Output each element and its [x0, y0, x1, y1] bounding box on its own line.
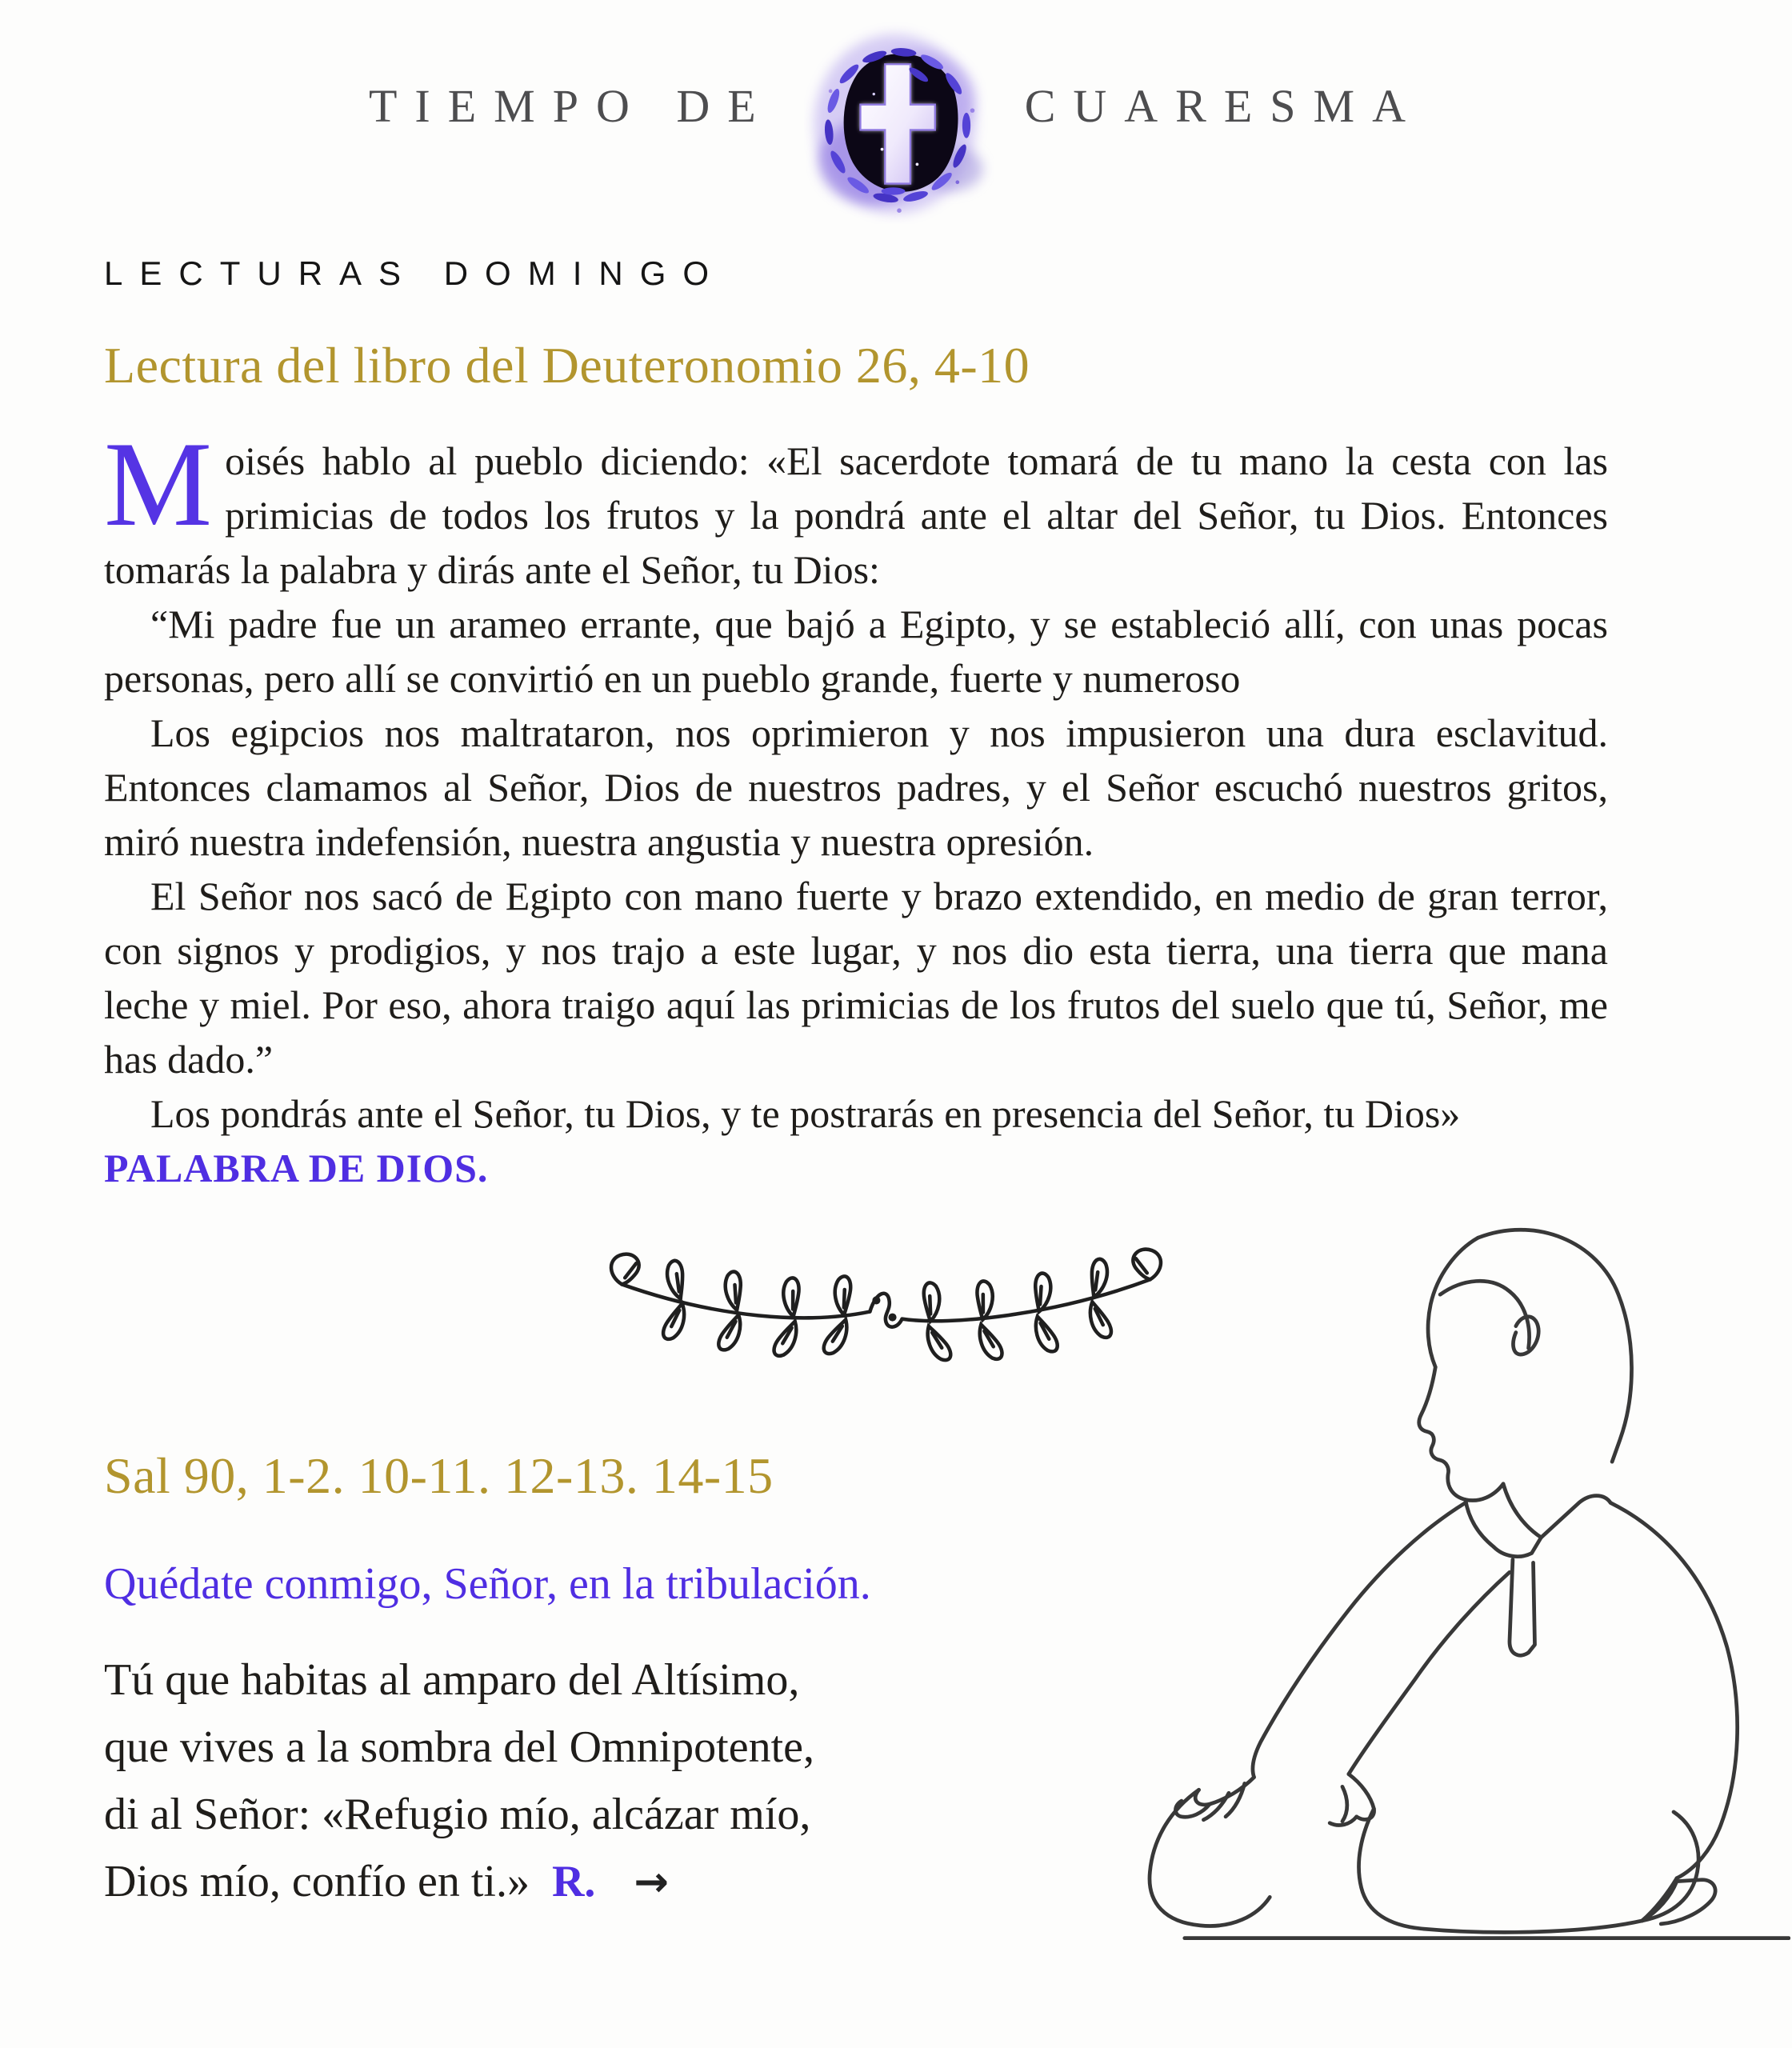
reading-paragraph: Los egipcios nos maltrataron, nos oprimieron y nos impusieron una dura esclavitud. Entonces clamamos al Señor, Dios de nuestros padres, y el Señor escuchó nuestros gritos, miró nuestra indefensión, nuestra angustia y nuestra opresión. — [104, 710, 1608, 864]
reading-paragraph: “Mi padre fue un arameo errante, que bajó a Egipto, y se estableció allí, con unas pocas personas, pero allí se convirtió en un pueblo grande, fuerte y numeroso — [104, 602, 1608, 701]
reading-paragraph: El Señor nos sacó de Egipto con mano fuerte y brazo extendido, en medio de gran terror, con signos y prodigios, y nos trajo a este lugar, y nos dio esta tierra, una tierra que mana leche y miel. Por eso, ahora traigo aquí las primicias de los frutos del suelo que tú, Señor, me has dado.” — [104, 874, 1608, 1082]
verse-line — [104, 1848, 814, 1916]
section-label: LECTURAS DOMINGO — [104, 254, 726, 292]
reading-title: Lectura del libro del Deuteronomio 26, 4-10 — [104, 337, 1030, 394]
kneeling-man-line-art — [1112, 1194, 1790, 2030]
season-title-right: CUARESMA — [1024, 79, 1423, 132]
verse-line: di al Señor: «Refugio mío, alcázar mío, — [104, 1790, 811, 1839]
psalm-title: Sal 90, 1-2. 10-11. 12-13. 14-15 — [104, 1447, 774, 1504]
continuation-arrow-icon: → — [634, 1858, 669, 1906]
reading-body — [104, 417, 1608, 1195]
lent-cross-wreath-icon — [804, 22, 994, 224]
reading-paragraph — [104, 417, 1608, 597]
verse-line: Tú que habitas al amparo del Altísimo, — [104, 1655, 800, 1705]
palabra-de-dios-label: PALABRA DE DIOS. — [104, 1146, 489, 1190]
paragraph-text: oisés hablo al pueblo diciendo: «El sacerdote tomará de tu mano la cesta con las primicias de todos los frutos y la pondrá ante el altar del Señor, tu Dios. Entonces tomarás la palabra y dirás ante el Señor, tu Dios: — [104, 438, 1608, 592]
laurel-vine-divider-icon — [604, 1236, 1168, 1376]
psalm-verses — [104, 1646, 814, 1916]
season-title-left: TIEMPO DE — [369, 79, 774, 132]
verse-text: Dios mío, confío en ti.» — [104, 1857, 530, 1906]
reading-paragraph: Los pondrás ante el Señor, tu Dios, y te postrarás en presencia del Señor, tu Dios» — [150, 1091, 1461, 1136]
psalm-response: Quédate conmigo, Señor, en la tribulación. — [104, 1559, 871, 1609]
verse-line: que vives a la sombra del Omnipotente, — [104, 1722, 814, 1772]
season-header — [0, 22, 1792, 224]
drop-cap: M — [104, 417, 213, 551]
response-mark: R. — [551, 1857, 596, 1906]
